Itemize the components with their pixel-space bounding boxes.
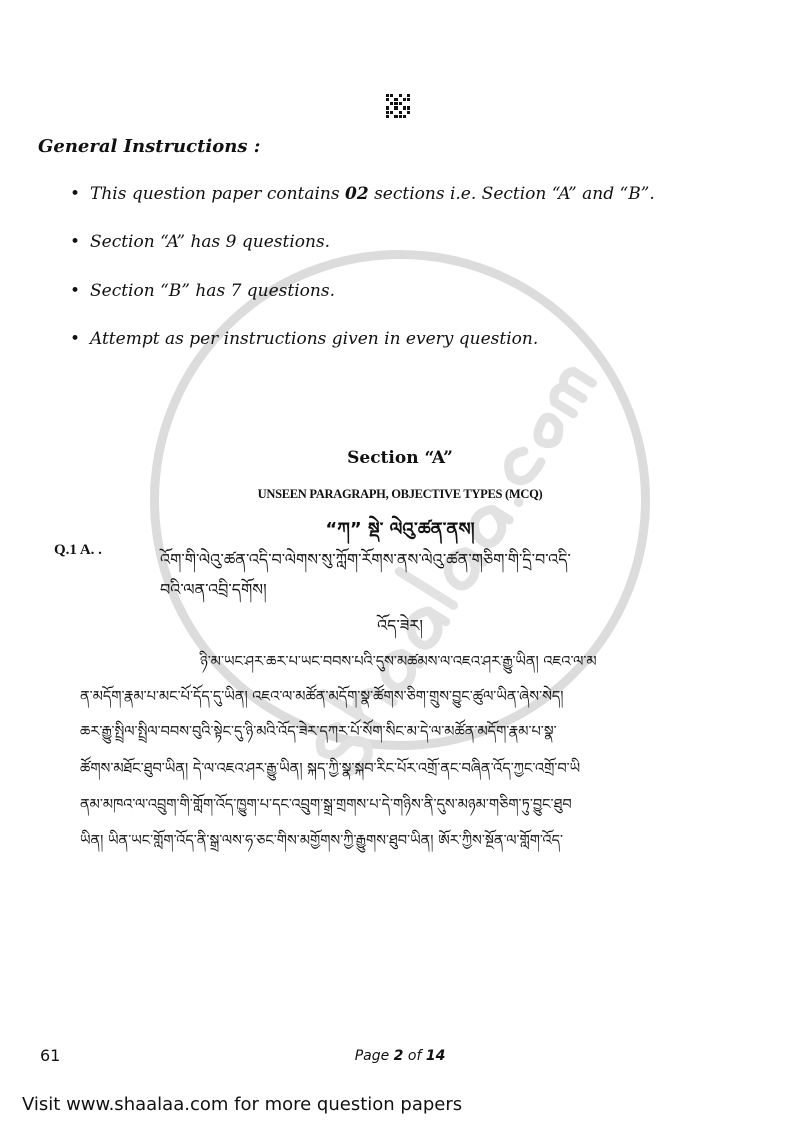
passage-line: ནམ་མཁའ་ལ་འབྲུག་གི་གློག་འོད་ཁྱུག་པ་དང་འབྲུག་སྒྲ་གྲགས་པ་དེ་གཉིས་ནི་དུས་མཉམ་གཅིག་ཏུ་བྱུང་ཐུབ [80,797,572,813]
instruction-item: • Section “A” has 9 questions. [72,232,330,252]
section-subtitle: UNSEEN PARAGRAPH, OBJECTIVE TYPES (MCQ) [257,487,543,501]
passage-line: ན་མདོག་རྣམ་པ་མང་པོ་དོད་དུ་ཡིན། འཇའ་ལ་མཚོན་མདོག་སྣ་ཚོགས་ཅིག་གྲུས་བྱུང་ཚུལ་ཡིན་ཞེས་སེད། [80,689,564,705]
instruction-item: • This question paper contains 02 sections i.e. Section “A” and “B”. [72,184,655,204]
passage-line: ཚོགས་མཐོང་ཐུབ་ཡིན། དེ་ལ་འཇའ་ཤར་རྒྱུ་ཡིན། སྐད་ཀྱི་སྣ་སྐབ་རིང་པོར་འགྲོ་ནང་བཞིན་འོད་ཀྱང་འགྲོ་བ་ཡི [80,761,581,777]
qr-code-icon [386,94,410,118]
question-instruction-line: འོག་གི་ལེའུ་ཚན་འདི་བ་ལེགས་སུ་ཀློག་རོགས་ནས་ལེའུ་ཚན་གཅིག་གི་དྲི་བ་འདི་ [160,550,571,569]
paper-code: 61 [40,1046,61,1065]
passage-line: ཡིན། ཡིན་ཡང་གློག་འོད་ནི་སྒྲ་ལས་ཧ་ཅང་གིས་མགྱོགས་ཀྱི་རྒྱུགས་ཐུབ་ཡིན། ཨོར་ཀྱིས་སྔོན་ལ་གློག་འོད་ [80,833,564,849]
section-title: Section “A” [347,448,453,468]
question-label: Q.1 A. . [54,542,102,558]
passage-title: འོད་ཟེར། [377,616,423,635]
instruction-item: • Section “B” has 7 questions. [72,281,335,301]
passage-line: ཉི་མ་ཡང་ཤར་ཆར་པ་ཡང་བབས་པའི་དུས་མཚམས་ལ་འཇའ་ཤར་རྒྱུ་ཡིན། འཇའ་ལ་མ [200,654,597,670]
question-instruction-line: བའི་ལན་འབྲི་དགོས། [160,580,267,599]
visit-link[interactable]: Visit www.shaalaa.com for more question papers [22,1094,463,1115]
page-number: Page 2 of 14 [354,1048,446,1064]
general-instructions-title: General Instructions : [38,136,261,157]
passage-line: ཆར་རྒྱུ་སྤྲིལ་སྤྲིལ་བབས་བུའི་སྟེང་དུ་ཉི་མའི་འོད་ཟེར་དཀར་པོ་སོག་སིང་མ་དེ་ལ་མཚོན་མདོག་རྣམ་པ་སྣ་ [80,724,557,740]
tibetan-subtitle: “ཀ” སྡེ་ ལེའུ་ཚན་ནས། [325,519,475,540]
instruction-item: • Attempt as per instructions given in every question. [72,329,538,349]
